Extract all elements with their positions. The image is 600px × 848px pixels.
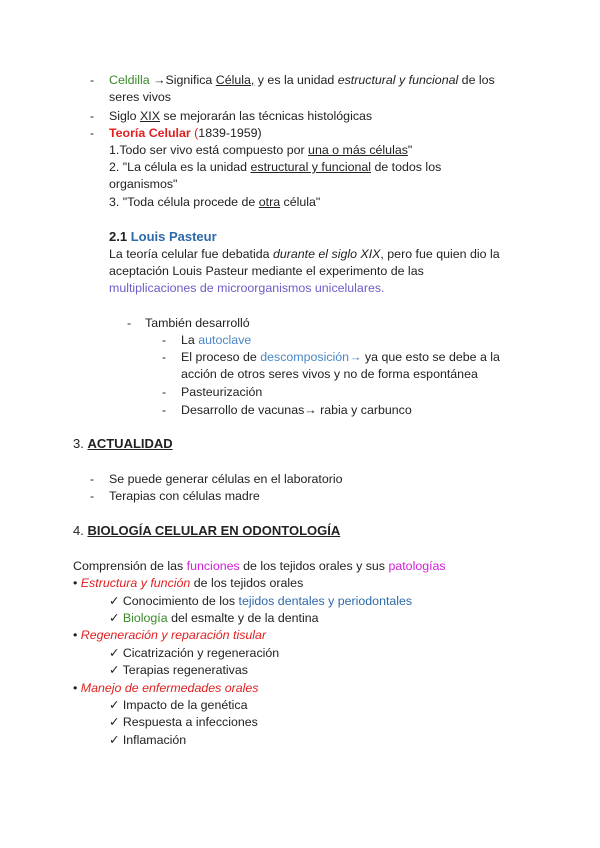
bullet-dot: • bbox=[73, 628, 78, 642]
check-icon: ✓ bbox=[109, 611, 120, 625]
check-icon: ✓ bbox=[109, 715, 120, 729]
bullet-dash: - bbox=[90, 489, 95, 503]
bullet-dot: • bbox=[73, 681, 78, 695]
bullet-dash: - bbox=[162, 350, 167, 364]
bullet-dash: - bbox=[90, 472, 95, 486]
text-line: Celdilla →Significa Célula, y es la unidad estructural y funcional de los bbox=[109, 73, 495, 87]
list-item: • Estructura y función de los tejidos orales bbox=[73, 576, 304, 590]
text-line: Teoría Celular (1839-1959) bbox=[109, 126, 262, 140]
bullet-dash: - bbox=[162, 385, 167, 399]
term-teoria-celular: Teoría Celular bbox=[109, 126, 191, 140]
list-item: ✓ Terapias regenerativas bbox=[109, 663, 248, 677]
bullet-dash: - bbox=[162, 333, 167, 347]
text-line: multiplicaciones de microorganismos unicelulares. bbox=[109, 281, 385, 295]
bullet-dash: - bbox=[90, 109, 95, 123]
text-line: 1.Todo ser vivo está compuesto por una o más células" bbox=[109, 143, 413, 157]
bullet-dash: - bbox=[127, 316, 132, 330]
check-icon: ✓ bbox=[109, 663, 120, 677]
bullet-dot: • bbox=[73, 576, 78, 590]
text-line: seres vivos bbox=[109, 90, 171, 104]
list-item: • Manejo de enfermedades orales bbox=[73, 681, 259, 695]
list-item: ✓ Biología del esmalte y de la dentina bbox=[109, 611, 319, 625]
bullet-dash: - bbox=[162, 403, 167, 417]
list-item: ✓ Respuesta a infecciones bbox=[109, 715, 258, 729]
check-icon: ✓ bbox=[109, 733, 120, 747]
heading-louis-pasteur: 2.1 Louis Pasteur bbox=[109, 229, 217, 244]
text-line: Desarrollo de vacunas→ rabia y carbunco bbox=[181, 403, 412, 417]
list-item: ✓ Conocimiento de los tejidos dentales y periodontales bbox=[109, 594, 413, 608]
text-line: 3. "Toda célula procede de otra célula" bbox=[109, 195, 321, 209]
text-line: acción de otros seres vivos y no de forma espontánea bbox=[181, 367, 478, 381]
check-icon: ✓ bbox=[109, 594, 120, 608]
text-line: aceptación Louis Pasteur mediante el experimento de las bbox=[109, 264, 424, 278]
bullet-dash: - bbox=[90, 126, 95, 140]
text-line: 2. "La célula es la unidad estructural y funcional de todos los bbox=[109, 160, 442, 174]
text-line: La teoría celular fue debatida durante el siglo XIX, pero fue quien dio la bbox=[109, 247, 500, 261]
check-icon: ✓ bbox=[109, 698, 120, 712]
list-item: ✓ Cicatrización y regeneración bbox=[109, 646, 280, 660]
list-item: ✓ Inflamación bbox=[109, 733, 187, 747]
text-line: organismos" bbox=[109, 177, 178, 191]
list-item: • Regeneración y reparación tisular bbox=[73, 628, 267, 642]
term-celdilla: Celdilla bbox=[109, 73, 150, 87]
list-item: ✓ Impacto de la genética bbox=[109, 698, 248, 712]
text-line: Siglo XIX se mejorarán las técnicas histológicas bbox=[109, 109, 373, 123]
text-line: El proceso de descomposición→ ya que esto se debe a la bbox=[181, 350, 500, 364]
text-line: También desarrolló bbox=[145, 316, 250, 330]
text-line: Pasteurización bbox=[181, 385, 263, 399]
heading-biologia-celular: 4. BIOLOGÍA CELULAR EN ODONTOLOGÍA bbox=[73, 523, 341, 538]
check-icon: ✓ bbox=[109, 646, 120, 660]
list-item: Se puede generar células en el laboratorio bbox=[109, 472, 343, 486]
bullet-dash: - bbox=[90, 73, 95, 87]
heading-actualidad: 3. ACTUALIDAD bbox=[73, 436, 173, 451]
text-line: Comprensión de las funciones de los tejidos orales y sus patologías bbox=[73, 559, 446, 573]
list-item: Terapias con células madre bbox=[109, 489, 260, 503]
text-line: La autoclave bbox=[181, 333, 252, 347]
